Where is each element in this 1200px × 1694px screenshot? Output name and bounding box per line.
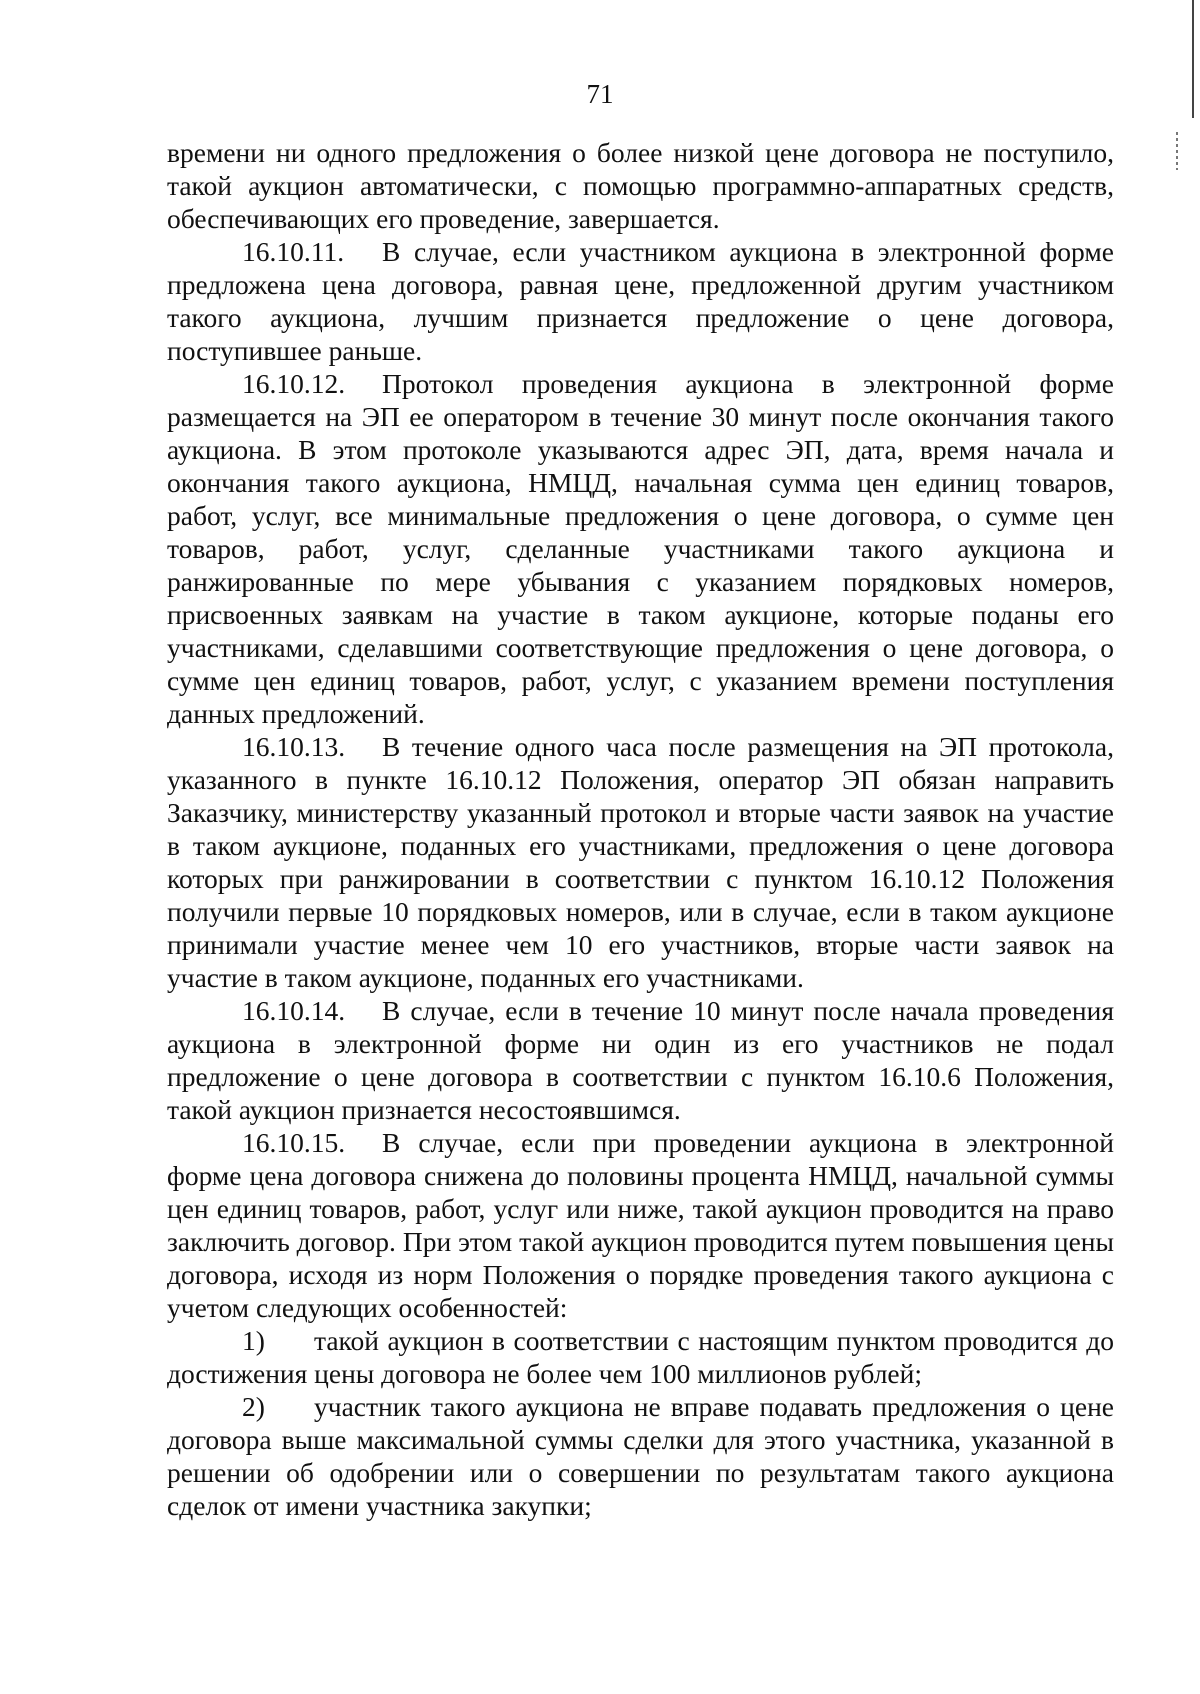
paragraph-text: В случае, если участником аукциона в электронной форме предложена цена договора, равная цене, предложенной другим участником такого аукциона, лучшим признается предложение о цене договора, поступившее раньше.: [167, 236, 1114, 366]
clause-number: 16.10.15.: [242, 1127, 346, 1158]
paragraph-16-10-13: [167, 730, 1114, 994]
clause-number: 16.10.11.: [242, 236, 345, 267]
paragraph-16-10-12: [167, 367, 1114, 730]
list-item-1: [167, 1324, 1114, 1390]
clause-number: 16.10.14.: [242, 995, 346, 1026]
paragraph-16-10-14: [167, 994, 1114, 1126]
scan-margin-mark: [1176, 132, 1178, 170]
paragraph-continuation: [167, 136, 1114, 235]
paragraph-text: времени ни одного предложения о более низкой цене договора не поступило, такой аукцион автоматически, с помощью программно-аппаратных средств, обеспечивающих его проведение, завершается.: [167, 137, 1114, 234]
paragraph-text: В случае, если в течение 10 минут после начала проведения аукциона в электронной форме ни один из его участников не подал предложение о цене договора в соответствии с пунктом 16.10.6 Положения, такой аукцион признается несостоявшимся.: [167, 995, 1114, 1125]
list-item-number: 1): [242, 1325, 265, 1356]
list-item-2: [167, 1390, 1114, 1522]
document-body: [167, 136, 1114, 1522]
paragraph-16-10-15: [167, 1126, 1114, 1324]
paragraph-text: Протокол проведения аукциона в электронной форме размещается на ЭП ее оператором в течение 30 минут после окончания такого аукциона. В этом протоколе указываются адрес ЭП, дата, время начала и окончания такого аукциона, НМЦД, начальная сумма цен единиц товаров, работ, услуг, все минимальные предложения о цене договора, о сумме цен товаров, работ, услуг, сделанные участниками такого аукциона и ранжированные по мере убывания с указанием порядковых номеров, присвоенных заявкам на участие в таком аукционе, которые поданы его участниками, сделавшими соответствующие предложения о цене договора, о сумме цен единиц товаров, работ, услуг, с указанием времени поступления данных предложений.: [167, 368, 1114, 729]
paragraph-text: В течение одного часа после размещения на ЭП протокола, указанного в пункте 16.10.12 Положения, оператор ЭП обязан направить Заказчику, министерству указанный протокол и вторые части заявок на участие в таком аукционе, поданных его участниками, предложения о цене договора которых при ранжировании в соответствии с пунктом 16.10.12 Положения получили первые 10 порядковых номеров, или в случае, если в таком аукционе принимали участие менее чем 10 его участников, вторые части заявок на участие в таком аукционе, поданных его участниками.: [167, 731, 1114, 993]
list-item-text: участник такого аукциона не вправе подавать предложения о цене договора выше максимальной суммы сделки для этого участника, указанной в решении об одобрении или о совершении по результатам такого аукциона сделок от имени участника закупки;: [167, 1391, 1114, 1521]
list-item-number: 2): [242, 1391, 265, 1422]
clause-number: 16.10.12.: [242, 368, 346, 399]
paragraph-16-10-11: [167, 235, 1114, 367]
list-item-text: такой аукцион в соответствии с настоящим пунктом проводится до достижения цены договора не более чем 100 миллионов рублей;: [167, 1325, 1114, 1389]
clause-number: 16.10.13.: [242, 731, 346, 762]
paragraph-text: В случае, если при проведении аукциона в электронной форме цена договора снижена до половины процента НМЦД, начальной суммы цен единиц товаров, работ, услуг или ниже, такой аукцион проводится на право заключить договор. При этом такой аукцион проводится путем повышения цены договора, исходя из норм Положения о порядке проведения такого аукциона с учетом следующих особенностей:: [167, 1127, 1114, 1323]
page-number: 71: [586, 79, 614, 109]
